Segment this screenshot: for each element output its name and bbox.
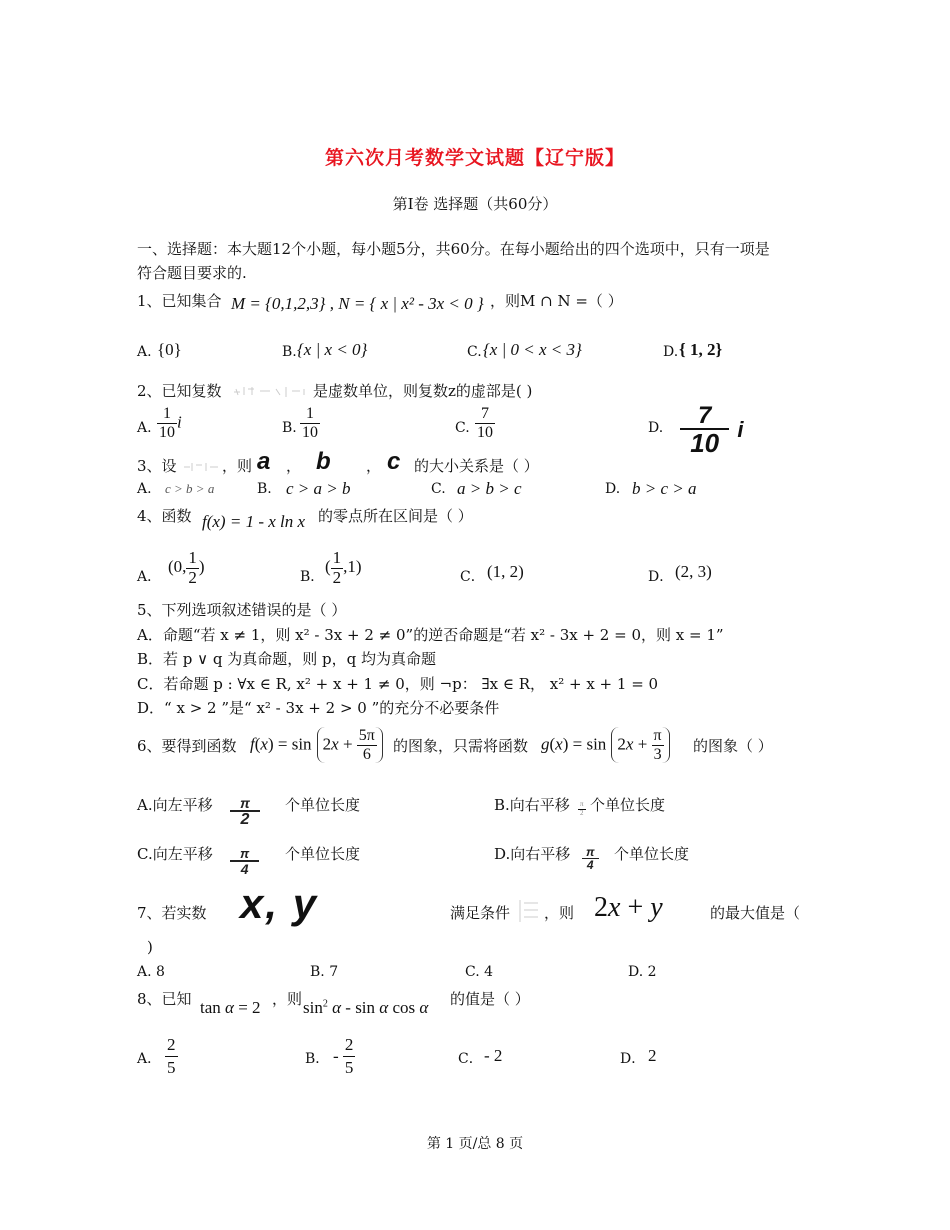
intro-line-2: 符合题目要求的. (137, 264, 247, 282)
q6-mid: 的图象，只需将函数 (393, 737, 529, 755)
q8-stem: 8、已知 (137, 990, 192, 1008)
q2-option-d: $\frac{7}{10}$ i (680, 404, 743, 456)
q6-option-b-fraction: $\frac{\pi}{2}$ (580, 800, 584, 817)
q5-option-c: C．若命题 p : ∀x ∈ R, x² + x + 1 ≠ 0，则 ¬p： ∃x ∈ R， x² + x + 1 = 0 (137, 675, 659, 693)
q7-option-c: C. 4 (465, 964, 494, 980)
q1-option-c: {x | 0 < x < 3} (483, 340, 582, 359)
q8-given: tan α = 2 (200, 998, 261, 1017)
q7-option-d: D. 2 (628, 964, 657, 980)
q3-option-a: c > b > a (165, 481, 215, 496)
q6-option-d-fraction: $\frac{\pi}{4}$ (582, 846, 599, 871)
q6-option-c-label: C.向左平移 (137, 845, 213, 863)
q6-tail: 的图象（ ） (693, 737, 773, 755)
q3-option-c-label: C. (431, 481, 446, 497)
q5-option-b: B．若 p ∨ q 为真命题，则 p，q 均为真命题 (137, 650, 437, 668)
q2-option-c: $\frac{7}{10}$ (477, 405, 493, 441)
q5-option-d: D．“ x > 2 ”是“ x² - 3x + 2 > 0 ”的充分不必要条件 (137, 699, 500, 717)
q4-option-b-label: B． (300, 569, 325, 585)
q2-option-d-label: D. (648, 420, 664, 436)
q3-var-a: a (257, 448, 271, 475)
q1-stem: 1、已知集合 (137, 292, 222, 310)
q2-complex-number-image (230, 383, 312, 399)
q2-option-b-label: B. (282, 420, 297, 436)
q2-option-a-label: A. (137, 420, 152, 436)
q8-option-c: - 2 (484, 1046, 503, 1065)
q8-option-c-label: C． (458, 1051, 483, 1067)
q8-option-a-label: A． (137, 1051, 162, 1067)
section-heading: 第Ⅰ卷 选择题（共60分） (392, 195, 558, 213)
q7-option-b: B. 7 (310, 964, 339, 980)
q4-stem: 4、函数 (137, 507, 192, 525)
q3-option-c: a > b > c (457, 479, 522, 498)
q1-option-d-label: D. (663, 344, 679, 360)
q6-option-c-fraction: $\frac{\pi}{4}$ (230, 847, 259, 876)
q7-expression: 2x + y (594, 892, 663, 923)
q3-option-b-label: B. (257, 481, 272, 497)
q5-stem: 5、下列选项叙述错误的是（ ） (137, 601, 347, 619)
q5-option-a: A．命题“若 x ≠ 1，则 x² - 3x + 2 ≠ 0”的逆否命题是“若 x² - 3x + 2 = 0，则 x = 1” (137, 626, 724, 644)
q7-then: ，则 (544, 904, 575, 922)
q7-constraints-image (518, 898, 542, 924)
q6-function-g: g(x) = sin 2x + $\frac{\pi}{3}$ (541, 727, 670, 763)
q3-option-d: b > c > a (632, 479, 697, 498)
q7-condition-label: 满足条件 (450, 904, 511, 922)
q3-then: ，则 (222, 457, 253, 475)
q1-tail: ，则M ∩ N =（ ） (490, 292, 623, 310)
q6-option-b-label: B.向右平移 (494, 796, 570, 814)
q4-function: f(x) = 1 - x ln x (202, 512, 306, 531)
q8-expression: $\sin^2 \alpha$ - sin α cos α (303, 998, 429, 1017)
q3-option-d-label: D. (605, 481, 621, 497)
q4-tail: 的零点所在区间是（ ） (318, 507, 473, 525)
q3-var-c: c (387, 448, 401, 475)
q7-tail: 的最大值是（ (710, 904, 801, 922)
q6-option-d-label: D.向右平移 (494, 845, 571, 863)
q4-option-d: (2, 3) (675, 562, 712, 581)
q1-option-a: {0} (157, 340, 182, 359)
q4-option-a: (0, $\frac{1}{2}$ ) (168, 548, 205, 587)
q1-option-a-label: A. (137, 344, 152, 360)
q6-option-b-unit: 个单位长度 (590, 796, 666, 814)
q2-option-b: $\frac{1}{10}$ (302, 405, 318, 441)
q3-tail: 的大小关系是（ ） (414, 457, 539, 475)
q4-option-c: (1, 2) (487, 562, 524, 581)
q1-option-d: { 1, 2} (679, 340, 723, 359)
q8-option-d-label: D． (620, 1051, 646, 1067)
q4-option-a-label: A． (137, 569, 162, 585)
q8-option-a: $\frac{2}{5}$ (167, 1035, 176, 1078)
intro-line-1: 一、选择题：本大题12个小题，每小题5分，共60分。在每小题给出的四个选项中，只有一项是 (137, 240, 770, 258)
q7-variables: x, y (240, 880, 319, 927)
page-title: 第六次月考数学文试题【辽宁版】 (324, 147, 625, 169)
q4-option-c-label: C． (460, 569, 485, 585)
q8-tail: 的值是（ ） (450, 990, 530, 1008)
q8-option-b: - $\frac{2}{5}$ (333, 1035, 354, 1078)
q6-option-a-unit: 个单位长度 (285, 796, 361, 814)
q1-option-b-label: B. (282, 344, 297, 360)
q6-option-c-unit: 个单位长度 (285, 845, 361, 863)
q8-option-d: 2 (648, 1046, 657, 1065)
q3-option-a-label: A. (137, 481, 152, 497)
q3-option-b: c > a > b (286, 479, 351, 498)
q6-option-a-label: A.向左平移 (137, 796, 213, 814)
q2-stem: 2、已知复数 (137, 382, 222, 400)
q7-option-a: A. 8 (137, 964, 165, 980)
q7-stem: 7、若实数 (137, 904, 207, 922)
page-footer: 第 1 页/总 8 页 (426, 1136, 524, 1152)
q6-function-f: f(x) = sin 2x + $\frac{5\pi}{6}$ (250, 727, 383, 763)
q1-option-c-label: C. (467, 344, 482, 360)
q3-definition-image (182, 458, 222, 472)
q8-then: ，则 (272, 990, 303, 1008)
q2-tail: 是虚数单位，则复数z的虚部是( ) (313, 382, 533, 400)
q3-var-b: b (316, 448, 331, 475)
q6-option-a-fraction: $\frac{\pi}{2}$ (230, 796, 260, 828)
q1-sets: M = {0,1,2,3} , N = { x | x² - 3x < 0 } (231, 294, 484, 313)
q2-option-c-label: C. (455, 420, 470, 436)
q6-stem: 6、要得到函数 (137, 737, 237, 755)
q7-close-paren: ) (147, 938, 153, 956)
q2-option-a: $\frac{1}{10}$ i (159, 405, 182, 441)
q3-stem: 3、设 (137, 457, 177, 475)
q4-option-b: ( $\frac{1}{2}$ ,1) (325, 548, 362, 587)
q1-option-b: {x | x < 0} (297, 340, 368, 359)
q6-option-d-unit: 个单位长度 (614, 845, 690, 863)
q8-option-b-label: B． (305, 1051, 330, 1067)
q4-option-d-label: D． (648, 569, 674, 585)
